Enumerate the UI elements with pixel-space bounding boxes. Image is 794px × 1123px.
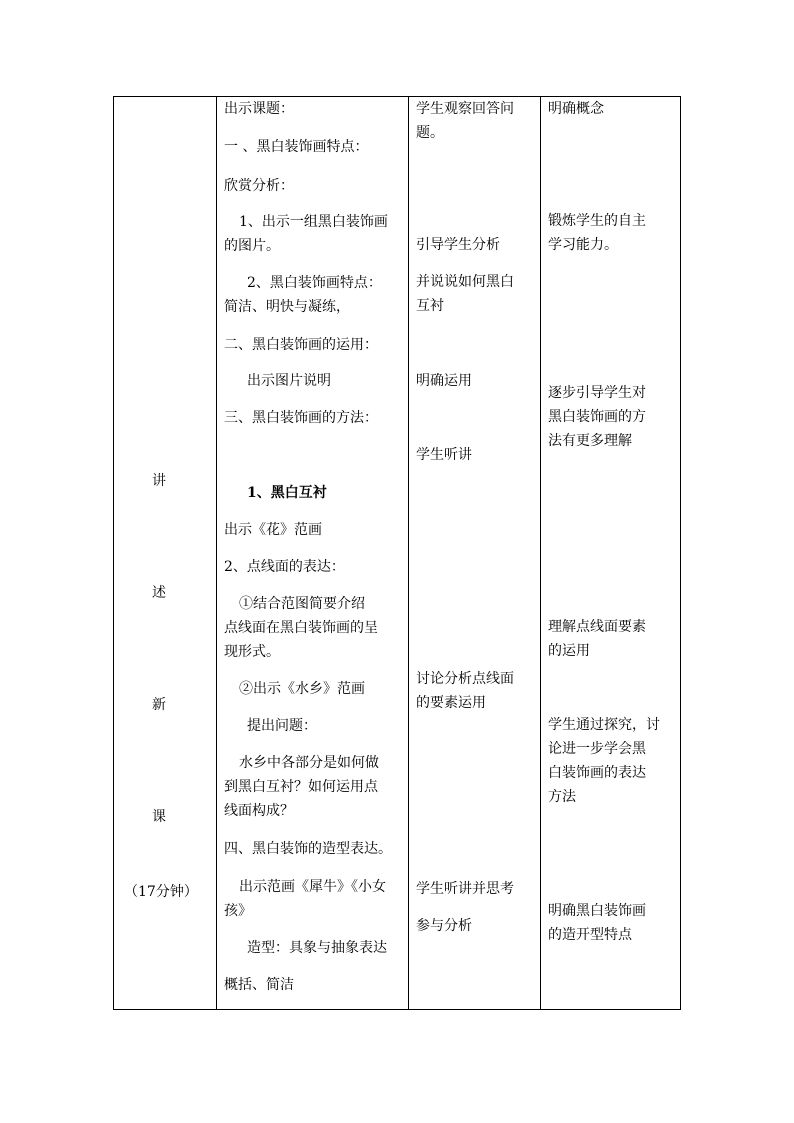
student-line: 互衬	[416, 298, 444, 314]
teacher-line: 简洁、明快与凝练，	[224, 299, 350, 315]
teacher-line: 线面构成？	[224, 803, 294, 819]
student-line: 学生观察回答问	[416, 101, 514, 117]
teacher-line: 2、点线面的表达：	[224, 559, 345, 575]
purpose-line: 方法	[548, 789, 576, 805]
student-line: 明确运用	[416, 373, 472, 389]
purpose-line: 的造开型特点	[548, 927, 632, 943]
purpose-line: 法有更多理解	[548, 433, 632, 449]
purpose-line: 黑白装饰画的方	[548, 409, 646, 425]
student-line: 参与分析	[416, 918, 472, 934]
teacher-line: 三、黑白装饰画的方法：	[224, 410, 378, 426]
section-column	[114, 97, 217, 1009]
purpose-line: 明确黑白装饰画	[548, 903, 646, 919]
student-line: 题。	[416, 125, 444, 141]
lesson-plan-table	[113, 96, 681, 1010]
student-line: 的要素运用	[416, 695, 486, 711]
section-duration: （17分钟）	[124, 884, 198, 900]
student-line: 学生听讲	[416, 447, 472, 463]
teacher-line: 概括、简洁	[224, 977, 294, 993]
teacher-line: 1、出示一组黑白装饰画	[239, 214, 388, 230]
teacher-line: 现形式。	[224, 644, 280, 660]
student-activity-column	[409, 97, 541, 1009]
purpose-line: 明确概念	[548, 101, 604, 117]
teacher-line: 一 、黑白装饰画特点：	[224, 139, 369, 155]
teacher-line: 出示课题：	[224, 101, 294, 117]
section-char-1: 讲	[152, 473, 166, 489]
teacher-line: 欣赏分析：	[224, 178, 294, 194]
student-line: 讨论分析点线面	[416, 671, 514, 687]
teacher-line: 二、黑白装饰画的运用：	[224, 337, 378, 353]
purpose-line: 学生通过探究，讨	[548, 717, 660, 733]
design-purpose-column	[541, 97, 680, 1009]
teacher-line: 点线面在黑白装饰画的呈	[224, 620, 378, 636]
purpose-line: 锻炼学生的自主	[548, 213, 646, 229]
teacher-activity-column	[217, 97, 409, 1009]
purpose-line: 学习能力。	[548, 237, 618, 253]
teacher-line: 2、黑白装饰画特点：	[247, 275, 382, 291]
teacher-line: 出示图片说明	[247, 373, 331, 389]
teacher-line: 的图片。	[224, 238, 280, 254]
section-char-2: 述	[152, 585, 166, 601]
teacher-line: 到黑白互衬？如何运用点	[224, 779, 378, 795]
purpose-line: 白装饰画的表达	[548, 765, 646, 781]
teacher-line: 孩》	[224, 903, 252, 919]
student-line: 引导学生分析	[416, 237, 500, 253]
purpose-line: 论进一步学会黑	[548, 741, 646, 757]
teacher-line: 出示《花》范画	[224, 522, 322, 538]
purpose-line: 理解点线面要素	[548, 619, 646, 635]
teacher-line: ②出示《水乡》范画	[239, 681, 365, 697]
purpose-line: 的运用	[548, 643, 590, 659]
teacher-line: ①结合范图简要介绍	[239, 596, 365, 612]
teacher-line-bold: 1、黑白互衬	[247, 485, 327, 501]
teacher-line: 提出问题：	[247, 718, 317, 734]
section-char-3: 新	[152, 697, 166, 713]
teacher-line: 造型：具象与抽象表达	[247, 940, 387, 956]
section-char-4: 课	[152, 809, 166, 825]
student-line: 学生听讲并思考	[416, 881, 514, 897]
teacher-line: 出示范画《犀牛》《小女	[239, 879, 386, 895]
purpose-line: 逐步引导学生对	[548, 385, 646, 401]
teacher-line: 四、黑白装饰的造型表达。	[224, 841, 392, 857]
student-line: 并说说如何黑白	[416, 274, 514, 290]
teacher-line: 水乡中各部分是如何做	[239, 755, 379, 771]
